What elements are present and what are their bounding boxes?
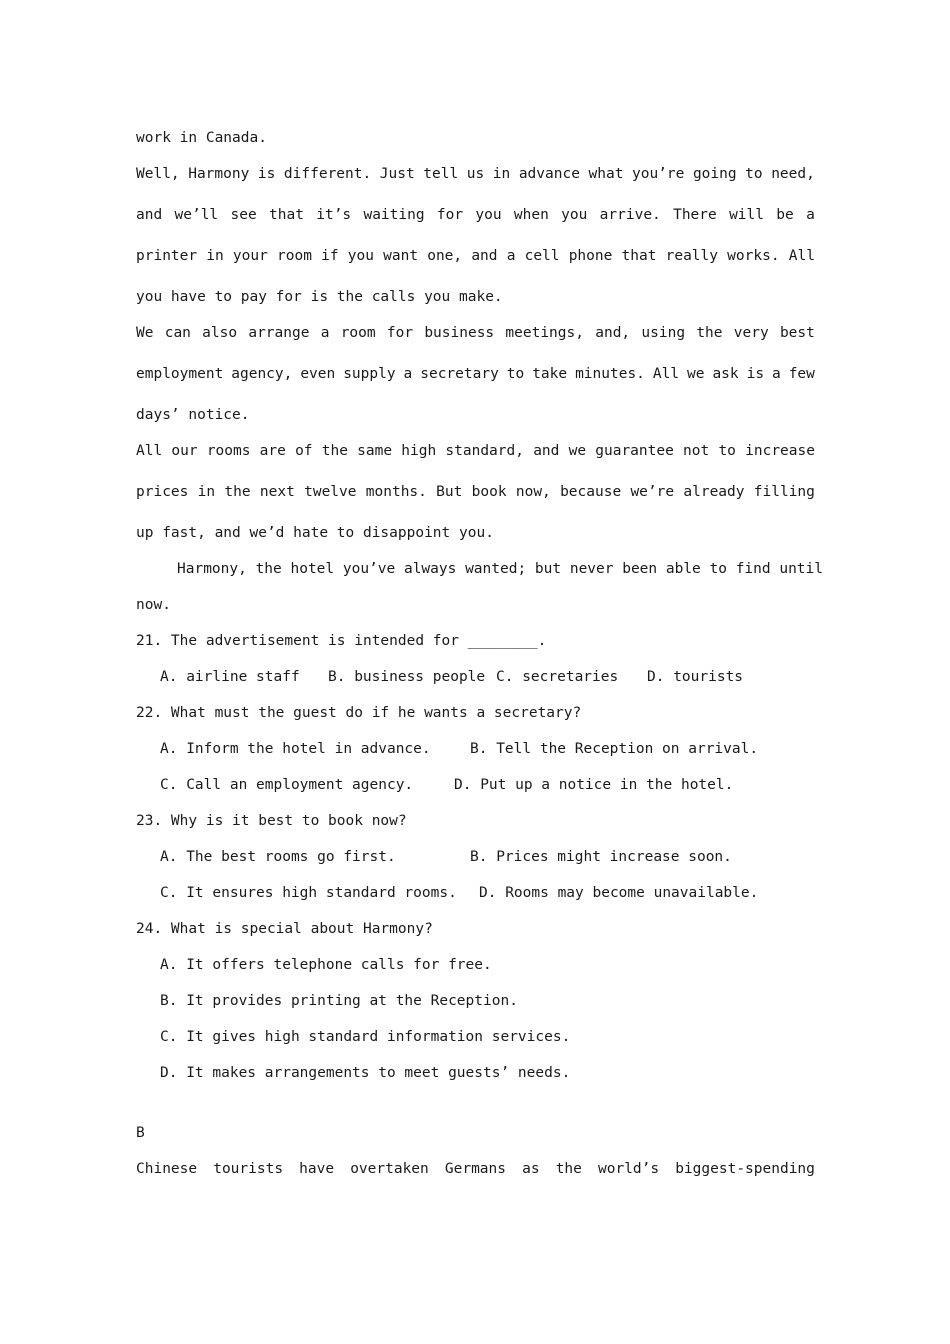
word: book: [471, 484, 507, 500]
word: as: [522, 1161, 540, 1177]
question-21-option-d: D. tourists: [647, 669, 744, 685]
word: printer: [136, 248, 198, 264]
word: rooms: [206, 443, 251, 459]
word: for: [386, 325, 414, 341]
word: is: [257, 166, 276, 182]
word: world’s: [598, 1161, 660, 1177]
word: secretary: [420, 366, 499, 382]
word: in: [197, 484, 216, 500]
word: standard,: [445, 443, 524, 459]
passage-b-line-1: [136, 1159, 815, 1179]
word: a: [506, 248, 516, 264]
word: and: [471, 248, 498, 264]
question-21-option-c: C. secretaries: [496, 669, 619, 685]
word: be: [776, 207, 794, 223]
word: room: [340, 325, 376, 341]
passage-a-p3-line-3: [136, 523, 815, 543]
passage-a-p1-line-4: [136, 287, 815, 307]
word: one,: [427, 248, 463, 264]
word: tell: [423, 166, 459, 182]
word: advance: [518, 166, 580, 182]
word: arrange: [248, 325, 310, 341]
word: different.: [283, 166, 372, 182]
word: we: [687, 366, 705, 382]
word: high: [401, 443, 437, 459]
word: All: [788, 248, 815, 264]
word: a: [320, 325, 330, 341]
word: overtaken: [350, 1161, 429, 1177]
word: tourists: [213, 1161, 284, 1177]
word: biggest-spending: [675, 1161, 815, 1177]
passage-a-p2-line-1: [136, 323, 815, 343]
word: Harmony: [188, 166, 250, 182]
passage-a-p3-line-1: [136, 441, 815, 461]
word: months.: [365, 484, 427, 500]
word: are: [259, 443, 286, 459]
word: meetings,: [505, 325, 584, 341]
passage-a-p1-line-1: [136, 164, 815, 184]
word: ask: [712, 366, 739, 382]
word: Well,: [136, 166, 180, 182]
word: and: [136, 207, 163, 223]
word: we’ll: [174, 207, 219, 223]
word: because: [560, 484, 622, 500]
question-24-option-c: C. It gives high standard information services.: [160, 1029, 571, 1045]
word: works.: [727, 248, 780, 264]
question-23-option-c: C. It ensures high standard rooms.: [160, 885, 457, 901]
word: minutes.: [575, 366, 645, 382]
word: twelve: [304, 484, 357, 500]
word: not: [683, 443, 710, 459]
question-23-option-b: B. Prices might increase soon.: [470, 849, 732, 865]
word: to: [506, 366, 525, 382]
word: Germans: [444, 1161, 506, 1177]
word: few: [788, 366, 815, 382]
passage-a-p3-line-2: [136, 482, 815, 502]
word: There: [673, 207, 717, 223]
word: it’s: [316, 207, 352, 223]
word: best: [779, 325, 815, 341]
word: now,: [515, 484, 551, 500]
word: phone: [568, 248, 613, 264]
question-24-stem: 24. What is special about Harmony?: [136, 921, 433, 937]
word: employment: [136, 366, 224, 382]
word: arrive.: [599, 207, 661, 223]
word: what: [588, 166, 624, 182]
word: a: [806, 207, 815, 223]
word: you have to pay for is the calls you make.: [136, 289, 503, 305]
word: also: [202, 325, 238, 341]
question-22-option-d: D. Put up a notice in the hotel.: [454, 777, 734, 793]
word: cell: [524, 248, 560, 264]
word: want: [383, 248, 419, 264]
question-22-option-b: B. Tell the Reception on arrival.: [470, 741, 759, 757]
word: in: [206, 248, 224, 264]
word: you’re: [631, 166, 685, 182]
word: see: [230, 207, 257, 223]
word: filling: [753, 484, 815, 500]
word: same: [357, 443, 393, 459]
word: for: [436, 207, 464, 223]
word: already: [683, 484, 745, 500]
word: when: [513, 207, 549, 223]
word: that: [269, 207, 304, 223]
word: of: [295, 443, 313, 459]
word: very: [733, 325, 769, 341]
word: you: [347, 248, 374, 264]
word: that: [621, 248, 657, 264]
word: can: [164, 325, 191, 341]
passage-a-p2-line-3: [136, 405, 815, 425]
passage-a-p4-line-2: now.: [136, 597, 171, 613]
question-22-stem: 22. What must the guest do if he wants a secretary?: [136, 705, 582, 721]
word: your: [232, 248, 268, 264]
question-21-option-a: A. airline staff: [160, 669, 300, 685]
word: and: [533, 443, 560, 459]
word: business: [424, 325, 495, 341]
question-23-option-a: A. The best rooms go first.: [160, 849, 396, 865]
question-22-option-c: C. Call an employment agency.: [160, 777, 414, 793]
word: up fast, and we’d hate to disappoint you.: [136, 525, 494, 541]
word: guarantee: [595, 443, 674, 459]
word: increase: [745, 443, 815, 459]
word: the: [224, 484, 251, 500]
word: us: [466, 166, 485, 182]
word: if: [321, 248, 339, 264]
word: really: [665, 248, 718, 264]
word: the: [321, 443, 348, 459]
word: next: [259, 484, 295, 500]
word: the: [555, 1161, 582, 1177]
word: a: [403, 366, 413, 382]
question-21-option-b: B. business people: [328, 669, 486, 685]
word: All: [652, 366, 680, 382]
word: in: [492, 166, 511, 182]
word: we: [568, 443, 587, 459]
word: room: [277, 248, 312, 264]
word: to: [718, 443, 736, 459]
question-22-option-a: A. Inform the hotel in advance.: [160, 741, 431, 757]
passage-a-p1-line-2: [136, 205, 815, 225]
word: prices: [136, 484, 189, 500]
word: our: [171, 443, 198, 459]
passage-a-p4-line-1: Harmony, the hotel you’ve always wanted; but never been able to find until: [177, 561, 824, 577]
word: going: [692, 166, 737, 182]
word: take: [532, 366, 568, 382]
word: to: [745, 166, 763, 182]
word: we’re: [630, 484, 675, 500]
word: need,: [771, 166, 815, 182]
word: agency,: [231, 366, 293, 382]
passage-a-p1-line-3: [136, 246, 815, 266]
word: a: [772, 366, 781, 382]
word: you: [475, 207, 502, 223]
word: and,: [595, 325, 631, 341]
question-24-option-b: B. It provides printing at the Reception.: [160, 993, 518, 1009]
question-21-stem: 21. The advertisement is intended for ________.: [136, 633, 547, 649]
word: waiting: [363, 207, 425, 223]
word: using: [641, 325, 686, 341]
passage-b-heading: B: [136, 1125, 145, 1141]
word: All: [136, 443, 163, 459]
word: Chinese: [136, 1161, 198, 1177]
word: have: [299, 1161, 335, 1177]
question-23-stem: 23. Why is it best to book now?: [136, 813, 407, 829]
word: even: [300, 366, 336, 382]
word: will: [729, 207, 764, 223]
word: We: [136, 325, 154, 341]
word: But: [436, 484, 463, 500]
word: days’ notice.: [136, 407, 250, 423]
passage-a-line: work in Canada.: [136, 130, 267, 146]
word: supply: [343, 366, 396, 382]
word: is: [746, 366, 765, 382]
word: the: [696, 325, 723, 341]
question-23-option-d: D. Rooms may become unavailable.: [479, 885, 759, 901]
word: Just: [379, 166, 415, 182]
question-24-option-a: A. It offers telephone calls for free.: [160, 957, 492, 973]
question-24-option-d: D. It makes arrangements to meet guests’ needs.: [160, 1065, 571, 1081]
word: you: [561, 207, 588, 223]
passage-a-p2-line-2: [136, 364, 815, 384]
